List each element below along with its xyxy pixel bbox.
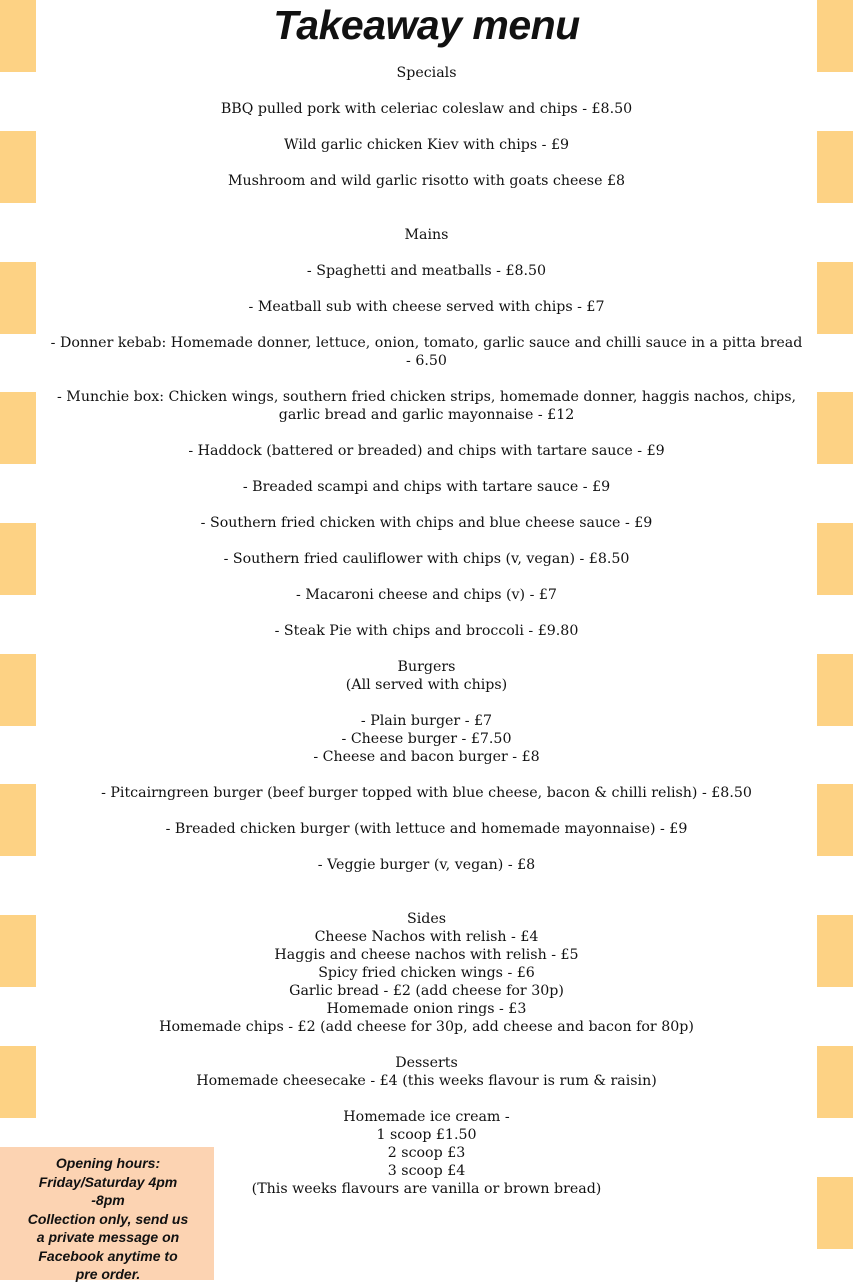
stripe-block: [0, 523, 36, 595]
stripe-block: [0, 262, 36, 334]
stripe-block: [0, 1046, 36, 1118]
specials-heading: Specials: [396, 65, 457, 81]
opening-hours-line: a private message on: [36, 1229, 180, 1245]
main-item: - Donner kebab: Homemade donner, lettuce, onion, tomato, garlic sauce and chilli sauce in a pitta bread - 6.50: [50, 335, 803, 369]
main-item: - Southern fried chicken with chips and blue cheese sauce - £9: [200, 515, 653, 531]
stripe-block: [817, 523, 853, 595]
side-item: Garlic bread - £2 (add cheese for 30p): [289, 983, 564, 999]
stripe-block: [0, 131, 36, 203]
main-item: - Macaroni cheese and chips (v) - £7: [296, 587, 557, 603]
burger-item: - Pitcairngreen burger (beef burger topped with blue cheese, bacon & chilli relish) - £8.50: [101, 785, 752, 801]
stripe-block: [817, 131, 853, 203]
side-item: Cheese Nachos with relish - £4: [314, 929, 539, 945]
stripe-block: [0, 915, 36, 987]
special-item: Mushroom and wild garlic risotto with goats cheese £8: [227, 173, 626, 189]
stripe-block: [817, 1177, 853, 1249]
opening-hours-line: Friday/Saturday 4pm: [38, 1173, 178, 1190]
burger-item: - Cheese burger - £7.50: [341, 731, 512, 747]
ice-cream-item: 3 scoop £4: [387, 1163, 466, 1179]
burger-item: - Breaded chicken burger (with lettuce and homemade mayonnaise) - £9: [165, 821, 688, 837]
stripe-block: [0, 654, 36, 726]
opening-hours-box: [0, 1147, 214, 1280]
main-item: - Munchie box: Chicken wings, southern fried chicken strips, homemade donner, haggis nachos, chips, garlic bread and garlic mayonnaise - £12: [56, 389, 796, 423]
special-item: BBQ pulled pork with celeriac coleslaw and chips - £8.50: [220, 101, 633, 117]
dessert-item: Homemade cheesecake - £4 (this weeks flavour is rum & raisin): [196, 1073, 657, 1089]
side-item: Homemade onion rings - £3: [326, 1001, 527, 1017]
stripe-block: [817, 1046, 853, 1118]
stripe-block: [817, 915, 853, 987]
side-item: Haggis and cheese nachos with relish - £5: [274, 947, 579, 963]
stripe-block: [0, 392, 36, 464]
main-item: - Haddock (battered or breaded) and chips with tartare sauce - £9: [188, 443, 665, 459]
ice-cream-item: 2 scoop £3: [387, 1145, 466, 1161]
page-title: Takeaway menu: [273, 2, 580, 48]
opening-hours-line: Opening hours:: [55, 1155, 161, 1171]
main-item: - Steak Pie with chips and broccoli - £9.80: [274, 623, 579, 639]
special-item: Wild garlic chicken Kiev with chips - £9: [284, 137, 569, 153]
burger-item: - Veggie burger (v, vegan) - £8: [317, 857, 536, 873]
ice-cream-note: (This weeks flavours are vanilla or brown bread): [251, 1181, 602, 1197]
ice-cream-item: 1 scoop £1.50: [376, 1127, 477, 1143]
stripe-block: [817, 262, 853, 334]
side-item: Spicy fried chicken wings - £6: [318, 965, 535, 981]
opening-hours-line: pre order.: [75, 1266, 141, 1282]
burger-item: - Cheese and bacon burger - £8: [313, 749, 540, 765]
ice-cream-heading: Homemade ice cream -: [343, 1109, 510, 1125]
stripe-block: [817, 784, 853, 856]
stripe-block: [0, 784, 36, 856]
opening-hours-line: -8pm: [91, 1192, 125, 1208]
burgers-subheading: (All served with chips): [345, 677, 508, 693]
main-item: - Spaghetti and meatballs - £8.50: [306, 263, 547, 279]
mains-heading: Mains: [404, 227, 449, 243]
sides-heading: Sides: [406, 911, 446, 927]
opening-hours-line: Collection only, send us: [27, 1210, 189, 1227]
main-item: - Breaded scampi and chips with tartare sauce - £9: [242, 479, 611, 495]
stripe-block: [817, 392, 853, 464]
desserts-heading: Desserts: [395, 1055, 458, 1071]
burgers-heading: Burgers: [397, 659, 456, 675]
side-item: Homemade chips - £2 (add cheese for 30p, add cheese and bacon for 80p): [159, 1019, 694, 1035]
stripe-block: [817, 654, 853, 726]
opening-hours-line: Facebook anytime to: [38, 1247, 178, 1264]
main-item: - Southern fried cauliflower with chips (v, vegan) - £8.50: [223, 551, 630, 567]
burger-item: - Plain burger - £7: [360, 713, 493, 729]
main-item: - Meatball sub with cheese served with chips - £7: [248, 299, 605, 315]
menu-content: [50, 64, 803, 1198]
